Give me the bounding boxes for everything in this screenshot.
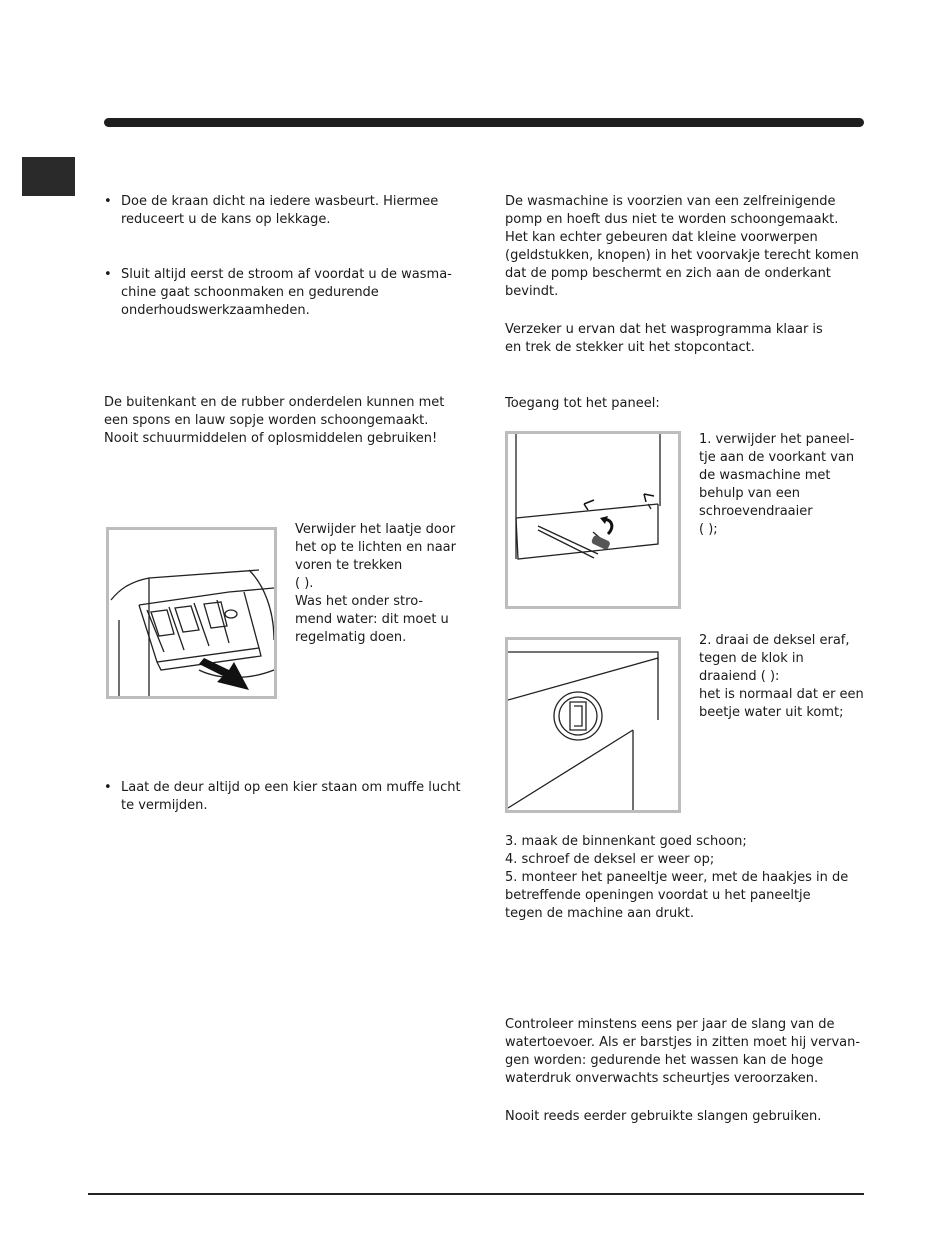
step-1: 1. verwijder het paneel- tje aan de voorkant van de wasmachine met behulp van een schroevendraaier ( );	[699, 432, 855, 537]
unplug-warning: Verzeker u ervan dat het wasprogramma klaar is en trek de stekker uit het stopcontact.	[505, 322, 823, 355]
panel-access-label: Toegang tot het paneel:	[505, 396, 660, 411]
hose-check-paragraph: Controleer minstens eens per jaar de slang van de watertoevoer. Als er barstjes in zitten moet hij vervan- gen worden: gedurende het wassen kan de hoge waterdruk onverwachts scheurtjes veroorzaken.	[505, 1017, 861, 1086]
detergent-drawer-illustration	[106, 527, 277, 699]
language-tab	[22, 157, 75, 196]
bullet-text: Sluit altijd eerst de stroom af voordat u de wasma- chine gaat schoonmaken en gedurende onderhoudswerkzaamheden.	[121, 267, 452, 318]
bullet-text: Laat de deur altijd op een kier staan om muffe lucht te vermijden.	[121, 780, 461, 813]
bullet-dot: •	[104, 267, 112, 282]
clean-outside-paragraph: De buitenkant en de rubber onderdelen kunnen met een spons en lauw sopje worden schoongemaakt. Nooit schuurmiddelen of oplosmiddelen gebruiken!	[104, 395, 445, 446]
pump-icon	[508, 640, 678, 810]
bullet-text: Doe de kraan dicht na iedere wasbeurt. Hiermee reduceert u de kans op lekkage.	[121, 194, 439, 227]
step-2: 2. draai de deksel eraf, tegen de klok in draaiend ( ): het is normaal dat er een beetje water uit komt;	[699, 633, 864, 720]
steps-3-to-5: 3. maak de binnenkant goed schoon; 4. schroef de deksel er weer op; 5. monteer het paneeltje weer, met de haakjes in de betreffende openingen voordat u het paneeltje tegen de machine aan drukt.	[505, 834, 849, 921]
drawer-instructions: Verwijder het laatje door het op te lichten en naar voren te trekken ( ). Was het onder stro- mend water: dit moet u regelmatig doen.	[295, 522, 456, 645]
panel-icon	[508, 434, 678, 606]
header-bar	[104, 118, 864, 127]
screwdriver-panel-illustration	[505, 431, 681, 609]
pump-cover-illustration	[505, 637, 681, 813]
bullet-dot: •	[104, 780, 112, 795]
bullet-dot: •	[104, 194, 112, 209]
hose-note: Nooit reeds eerder gebruikte slangen gebruiken.	[505, 1109, 822, 1124]
footer-rule	[88, 1193, 864, 1195]
drawer-icon	[109, 530, 274, 696]
pump-paragraph: De wasmachine is voorzien van een zelfreinigende pomp en hoeft dus niet te worden schoongemaakt. Het kan echter gebeuren dat kleine voorwerpen (geldstukken, knopen) in het voorvakje terecht komen dat de pomp beschermt en zich aan de onderkant bevindt.	[505, 194, 859, 299]
